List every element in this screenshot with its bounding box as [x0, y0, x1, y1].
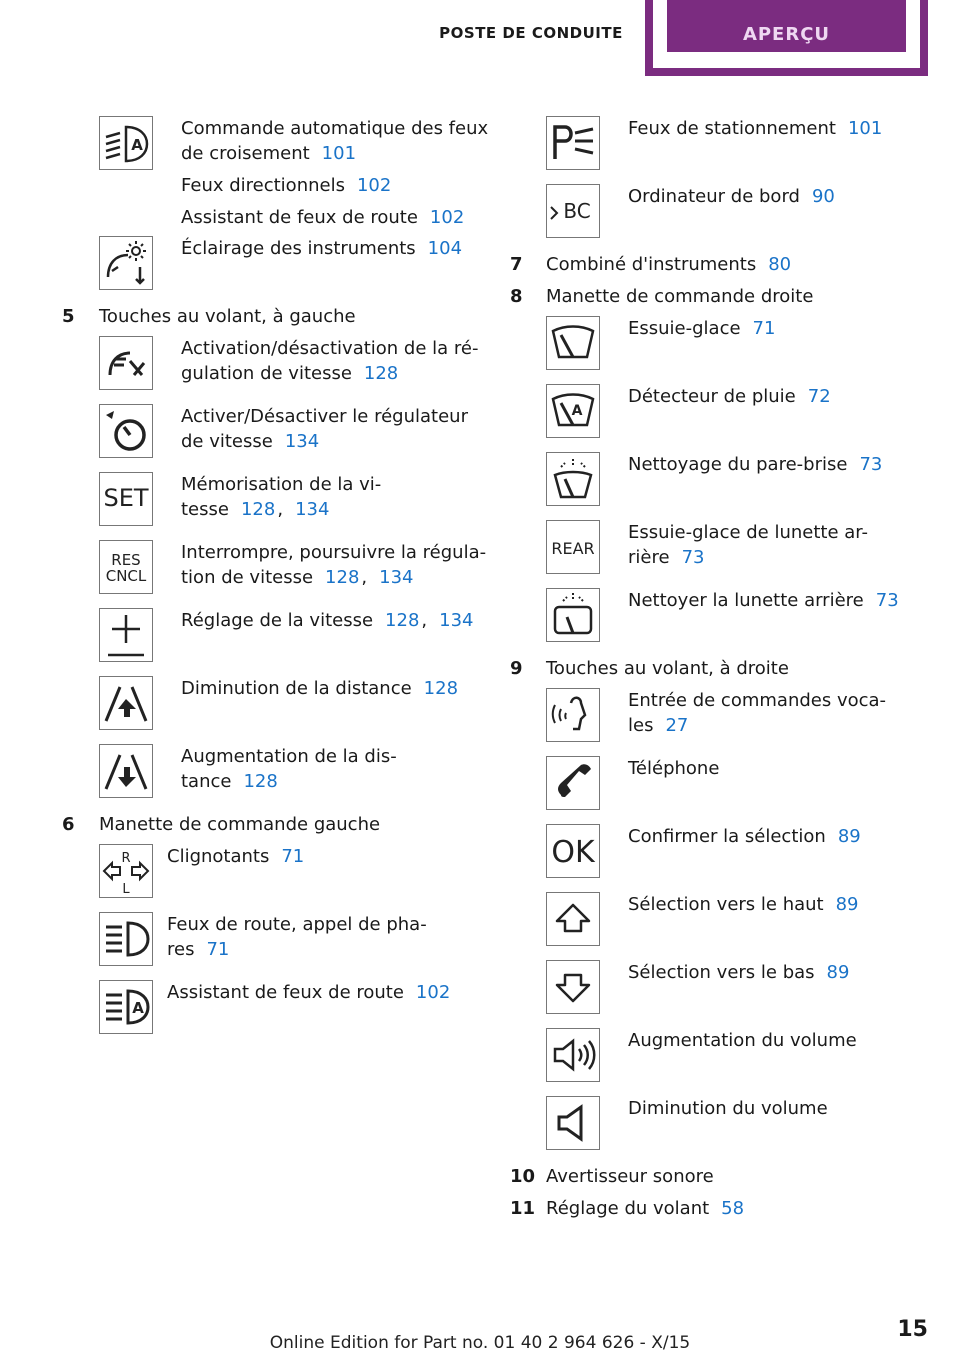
- item-label: [181, 540, 486, 590]
- wiper-icon: [546, 316, 600, 370]
- page-link[interactable]: 90: [811, 186, 835, 207]
- chapter-tab-label: APERÇU: [667, 0, 906, 52]
- item-text: Manette de commande droite: [546, 286, 814, 307]
- page-link[interactable]: 71: [206, 939, 230, 960]
- page-number: 15: [897, 1317, 928, 1342]
- label-line: de vitesse: [181, 431, 273, 452]
- page-link[interactable]: 128: [243, 771, 278, 792]
- item-title: [99, 812, 380, 837]
- label-line: Interrompre, poursuivre la régula-: [181, 542, 487, 563]
- rain-sensor-icon: [546, 384, 600, 438]
- label-line: Essuie-glace: [628, 318, 741, 339]
- item-label: [628, 384, 831, 409]
- legend-item: [62, 980, 492, 1048]
- legend-item: [62, 676, 492, 744]
- page-link[interactable]: 128: [385, 610, 420, 631]
- item-title: [546, 1196, 744, 1221]
- item-number: 10: [510, 1166, 536, 1187]
- legend-item: [510, 520, 910, 588]
- item-text: Manette de commande gauche: [99, 814, 381, 835]
- legend-item: [510, 184, 910, 252]
- svg-text:A: A: [132, 999, 144, 1017]
- item-label: [628, 688, 886, 738]
- right-column: [510, 116, 910, 1228]
- item-title: [546, 656, 789, 681]
- footer-edition: Online Edition for Part no. 01 40 2 964 626 - X/15: [269, 1333, 691, 1353]
- legend-item: [510, 756, 910, 824]
- legend-group: [62, 812, 492, 844]
- page-link[interactable]: 104: [427, 238, 463, 259]
- page-link[interactable]: 128: [363, 363, 399, 384]
- legend-item: [62, 912, 492, 980]
- legend-item: [62, 608, 492, 676]
- page-link[interactable]: 71: [752, 318, 776, 339]
- page-link[interactable]: 134: [284, 431, 320, 452]
- legend-item: [510, 892, 910, 960]
- item-label: [628, 116, 882, 141]
- section-title: POSTE DE CONDUITE: [439, 24, 623, 42]
- set-icon: [99, 472, 153, 526]
- distance-decrease-icon: [99, 676, 153, 730]
- arrow-up-icon: [546, 892, 600, 946]
- legend-item: [62, 404, 492, 472]
- label-line: Feux de stationnement: [628, 118, 836, 139]
- page-link[interactable]: 89: [835, 894, 859, 915]
- res-cncl-icon: [99, 540, 153, 594]
- label-line: Mémorisation de la vi-: [181, 474, 382, 495]
- legend-item: [62, 472, 492, 540]
- windshield-washer-icon: [546, 452, 600, 506]
- page-link[interactable]: 58: [721, 1198, 745, 1219]
- item-label: [181, 336, 478, 386]
- item-text: Combiné d'instruments: [546, 254, 757, 275]
- label-line: Réglage de la vitesse: [181, 610, 374, 631]
- speed-limiter-icon: [99, 404, 153, 458]
- page-link[interactable]: 102: [429, 207, 465, 228]
- item-number: 6: [62, 814, 75, 835]
- item-title: [546, 284, 813, 309]
- phone-icon: [546, 756, 600, 810]
- label-line: Assistant de feux de route: [167, 982, 404, 1003]
- label-line: de croisement: [181, 143, 310, 164]
- svg-text:RES: RES: [111, 551, 141, 569]
- page-link[interactable]: 128: [423, 678, 459, 699]
- page-link[interactable]: 71: [281, 846, 305, 867]
- item-label: [167, 912, 427, 962]
- item-label: [181, 236, 462, 261]
- legend-item: [62, 236, 492, 304]
- svg-text:OK: OK: [551, 835, 595, 870]
- item-label: [628, 452, 882, 477]
- label-line: Augmentation du volume: [628, 1030, 857, 1051]
- label-line: Diminution de la distance: [181, 678, 412, 699]
- label-line: Feux directionnels: [181, 175, 345, 196]
- item-label: [628, 588, 899, 613]
- svg-text:BC: BC: [563, 199, 591, 223]
- item-text: Touches au volant, à droite: [546, 658, 789, 679]
- item-label: [628, 756, 719, 781]
- label-line: Assistant de feux de route: [181, 207, 418, 228]
- item-label: [181, 676, 458, 701]
- item-number: 8: [510, 286, 523, 307]
- item-number: 11: [510, 1198, 536, 1219]
- page-link[interactable]: 102: [356, 175, 392, 196]
- legend-item: [510, 384, 910, 452]
- item-label: [628, 316, 775, 341]
- item-label: [628, 960, 849, 985]
- item-text: Touches au volant, à gauche: [99, 306, 356, 327]
- page-link[interactable]: 101: [847, 118, 883, 139]
- item-number: 5: [62, 306, 75, 327]
- svg-text:SET: SET: [103, 484, 149, 512]
- plus-minus-icon: [99, 608, 153, 662]
- label-line: Nettoyer la lunette arrière: [628, 590, 864, 611]
- label-line: Activer/Désactiver le régulateur: [181, 406, 468, 427]
- legend-group: [510, 1196, 910, 1228]
- label-line: Augmentation de la dis-: [181, 746, 397, 767]
- board-computer-icon: [546, 184, 600, 238]
- page-link[interactable]: 73: [875, 590, 899, 611]
- svg-text:A: A: [131, 136, 143, 154]
- ok-icon: [546, 824, 600, 878]
- legend-item: [62, 744, 492, 812]
- page-link[interactable]: 128: [325, 567, 360, 588]
- parking-light-icon: [546, 116, 600, 170]
- label-line: Détecteur de pluie: [628, 386, 796, 407]
- item-title: [546, 1164, 714, 1189]
- item-number: 9: [510, 658, 523, 679]
- item-title: [99, 304, 356, 329]
- auto-headlight-icon: [99, 116, 153, 170]
- label-line: les: [628, 715, 654, 736]
- page-link[interactable]: 134: [439, 610, 474, 631]
- label-line: gulation de vitesse: [181, 363, 352, 384]
- chapter-tab[interactable]: [645, 0, 928, 76]
- label-line: Commande automatique des feux: [181, 118, 489, 139]
- label-line: Nettoyage du pare-brise: [628, 454, 848, 475]
- legend-item: [510, 1028, 910, 1096]
- legend-item: [62, 844, 492, 912]
- svg-text:R: R: [121, 851, 131, 866]
- item-label: [628, 892, 859, 917]
- legend-group: [62, 304, 492, 336]
- label-line: rière: [628, 547, 670, 568]
- distance-increase-icon: [99, 744, 153, 798]
- label-line: Sélection vers le bas: [628, 962, 815, 983]
- item-label: [167, 980, 450, 1005]
- instrument-lighting-icon: [99, 236, 153, 290]
- item-number: 7: [510, 254, 523, 275]
- cruise-control-toggle-icon: [99, 336, 153, 390]
- rear-washer-icon: [546, 588, 600, 642]
- legend-item: [510, 588, 910, 656]
- legend-group: [510, 1164, 910, 1196]
- page-link[interactable]: 134: [295, 499, 330, 520]
- volume-down-icon: [546, 1096, 600, 1150]
- item-label: [628, 184, 835, 209]
- label-line: tance: [181, 771, 232, 792]
- page-separator: ,: [421, 610, 428, 631]
- page-link[interactable]: 101: [321, 143, 357, 164]
- volume-up-icon: [546, 1028, 600, 1082]
- label-line: Clignotants: [167, 846, 270, 867]
- label-line: Feux de route, appel de pha-: [167, 914, 427, 935]
- item-label: [181, 116, 488, 230]
- label-line: Téléphone: [628, 758, 720, 779]
- page-link[interactable]: 102: [415, 982, 451, 1003]
- item-label: [628, 824, 861, 849]
- label-line: Entrée de commandes voca-: [628, 690, 887, 711]
- legend-group: [510, 252, 910, 284]
- svg-text:CNCL: CNCL: [105, 567, 147, 585]
- item-label: [628, 1096, 828, 1121]
- svg-text:L: L: [122, 882, 130, 897]
- label-line: Activation/désactivation de la ré-: [181, 338, 479, 359]
- page-link[interactable]: 89: [837, 826, 861, 847]
- legend-item: [510, 316, 910, 384]
- legend-item: [62, 540, 492, 608]
- arrow-down-icon: [546, 960, 600, 1014]
- legend-item: [510, 116, 910, 184]
- label-line: Éclairage des instruments: [181, 238, 416, 259]
- legend-item: [510, 824, 910, 892]
- item-label: [181, 404, 468, 454]
- label-line: Confirmer la sélection: [628, 826, 826, 847]
- rear-wiper-icon: [546, 520, 600, 574]
- item-label: [167, 844, 304, 869]
- item-label: [181, 744, 397, 794]
- page-link[interactable]: 134: [379, 567, 414, 588]
- legend-item: [510, 960, 910, 1028]
- svg-text:A: A: [571, 403, 583, 419]
- turn-signal-icon: [99, 844, 153, 898]
- item-label: [181, 608, 474, 633]
- page-link[interactable]: 89: [826, 962, 850, 983]
- label-line: Essuie-glace de lunette ar-: [628, 522, 869, 543]
- page-link[interactable]: 73: [681, 547, 705, 568]
- item-label: [628, 520, 868, 570]
- item-label: [181, 472, 381, 522]
- page-link[interactable]: 73: [859, 454, 883, 475]
- label-line: res: [167, 939, 195, 960]
- page-link[interactable]: 72: [807, 386, 831, 407]
- legend-group: [510, 284, 910, 316]
- high-beam-assist-icon: [99, 980, 153, 1034]
- item-text: Réglage du volant: [546, 1198, 710, 1219]
- page-separator: ,: [277, 499, 284, 520]
- svg-text:REAR: REAR: [551, 539, 595, 558]
- page-separator: ,: [361, 567, 368, 588]
- item-text: Avertisseur sonore: [546, 1166, 714, 1187]
- label-line: Diminution du volume: [628, 1098, 828, 1119]
- page-link[interactable]: 80: [768, 254, 792, 275]
- label-line: tesse: [181, 499, 229, 520]
- legend-item: [62, 116, 492, 236]
- legend-item: [62, 336, 492, 404]
- legend-item: [510, 452, 910, 520]
- voice-command-icon: [546, 688, 600, 742]
- label-line: Ordinateur de bord: [628, 186, 800, 207]
- legend-item: [510, 688, 910, 756]
- legend-group: [510, 656, 910, 688]
- page-link[interactable]: 27: [665, 715, 689, 736]
- item-label: [628, 1028, 857, 1053]
- label-line: Sélection vers le haut: [628, 894, 824, 915]
- legend-item: [510, 1096, 910, 1164]
- page-link[interactable]: 128: [240, 499, 276, 520]
- label-line: tion de vitesse: [181, 567, 314, 588]
- item-title: [546, 252, 791, 277]
- left-column: [62, 116, 492, 1048]
- high-beam-icon: [99, 912, 153, 966]
